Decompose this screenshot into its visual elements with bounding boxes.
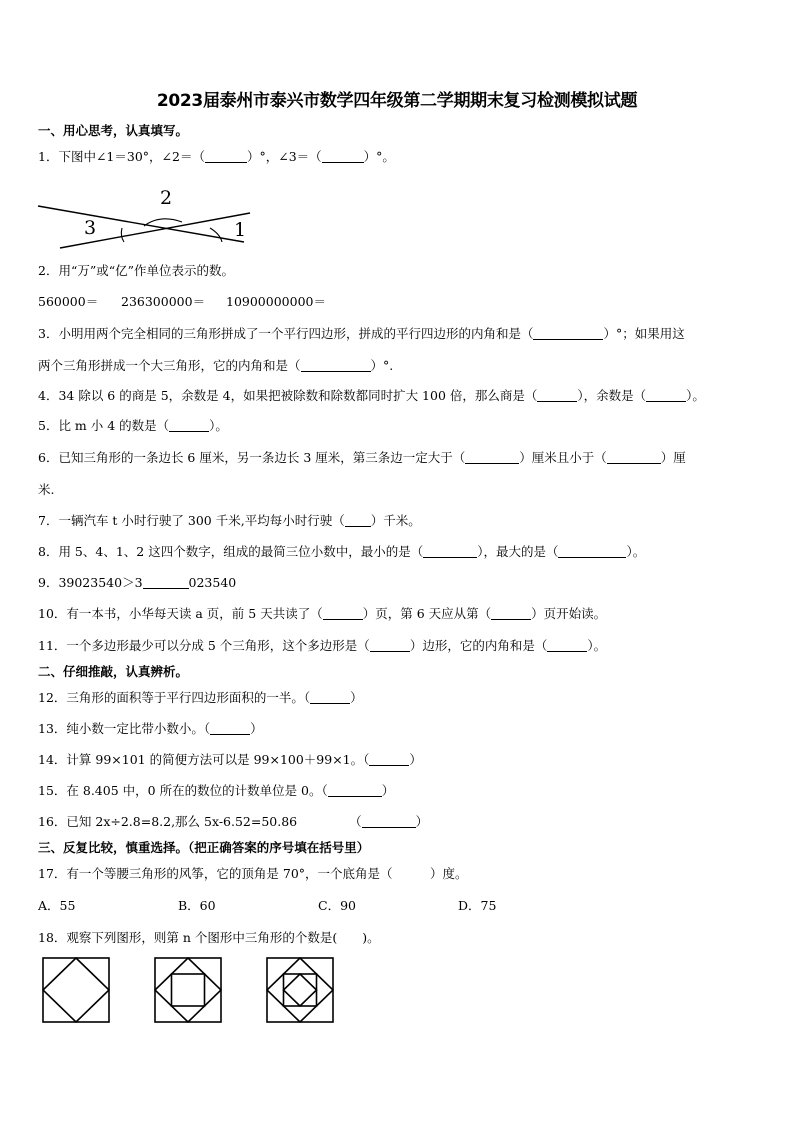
question-13: 13．纯小数一定比带小数小。（ ） <box>38 721 263 736</box>
section-1-heading: 一、用心思考，认真填写。 <box>38 123 189 138</box>
angle-figure <box>36 180 256 252</box>
q2-item-1: 560000＝ <box>38 294 99 309</box>
question-9: 9．39023540＞3 023540 <box>38 575 237 590</box>
question-12: 12．三角形的面积等于平行四边形面积的一半。（ ） <box>38 690 363 705</box>
question-6-line2: 米. <box>38 482 55 497</box>
question-2: 2．用“万”或“亿”作单位表示的数。 <box>38 263 235 278</box>
option-a: A．55 <box>38 898 76 913</box>
angle-2-label: 2 <box>160 187 173 209</box>
question-18: 18．观察下列图形，则第 n 个图形中三角形的个数是( )。 <box>38 930 380 945</box>
question-2-items <box>38 292 326 310</box>
q2-item-2: 236300000＝ <box>121 294 206 309</box>
question-14: 14．计算 99×101 的简便方法可以是 99×100＋99×1。（ ） <box>38 752 422 767</box>
question-1: 1．下图中∠1＝30°，∠2＝（ ）°，∠3＝（ ）°。 <box>38 149 395 164</box>
pattern-figure-3 <box>266 957 334 1023</box>
pattern-figure-1 <box>42 957 110 1023</box>
section-2-heading: 二、仔细推敲，认真辨析。 <box>38 664 189 679</box>
question-17: 17．有一个等腰三角形的风筝，它的顶角是 70°，一个底角是（ ）度。 <box>38 866 468 881</box>
question-5: 5．比 m 小 4 的数是（ ）。 <box>38 418 228 433</box>
page-title: 2023届泰州市泰兴市数学四年级第二学期期末复习检测模拟试题 <box>156 91 638 111</box>
question-4: 4．34 除以 6 的商是 5，余数是 4，如果把被除数和除数都同时扩大 100 倍，那么商是（ ），余数是（ ）。 <box>38 388 705 403</box>
question-11: 11．一个多边形最少可以分成 5 个三角形，这个多边形是（ ）边形，它的内角和是（ ）。 <box>38 638 607 653</box>
option-d: D．75 <box>458 898 497 913</box>
question-15: 15．在 8.405 中，0 所在的数位的计数单位是 0。（ ） <box>38 783 395 798</box>
question-3: 3．小明用两个完全相同的三角形拼成了一个平行四边形，拼成的平行四边形的内角和是（ ）°；如果用这 <box>38 326 685 341</box>
pattern-figure-2 <box>154 957 222 1023</box>
angle-1-label: 1 <box>234 219 247 241</box>
question-10: 10．有一本书，小华每天读 a 页，前 5 天共读了（ ）页，第 6 天应从第（ ）页开始读。 <box>38 606 607 621</box>
question-17-options <box>38 896 598 914</box>
angle-3-label: 3 <box>84 217 97 239</box>
option-c: C．90 <box>318 898 356 913</box>
question-6: 6．已知三角形的一条边长 6 厘米，另一条边长 3 厘米，第三条边一定大于（ ）厘米且小于（ ）厘 <box>38 450 686 465</box>
question-8: 8．用 5、4、1、2 这四个数字，组成的最简三位小数中，最小的是（ ），最大的是（ ）。 <box>38 544 646 559</box>
question-3-line2: 两个三角形拼成一个大三角形，它的内角和是（ ）°. <box>38 358 394 373</box>
question-7: 7．一辆汽车 t 小时行驶了 300 千米,平均每小时行驶（ ）千米。 <box>38 513 421 528</box>
question-16: 16．已知 2x÷2.8=8.2,那么 5x-6.52=50.86 （ ） <box>38 814 429 829</box>
section-3-heading: 三、反复比较，慎重选择。（把正确答案的序号填在括号里） <box>38 840 370 855</box>
option-b: B．60 <box>178 898 216 913</box>
q2-item-3: 10900000000＝ <box>226 294 326 309</box>
